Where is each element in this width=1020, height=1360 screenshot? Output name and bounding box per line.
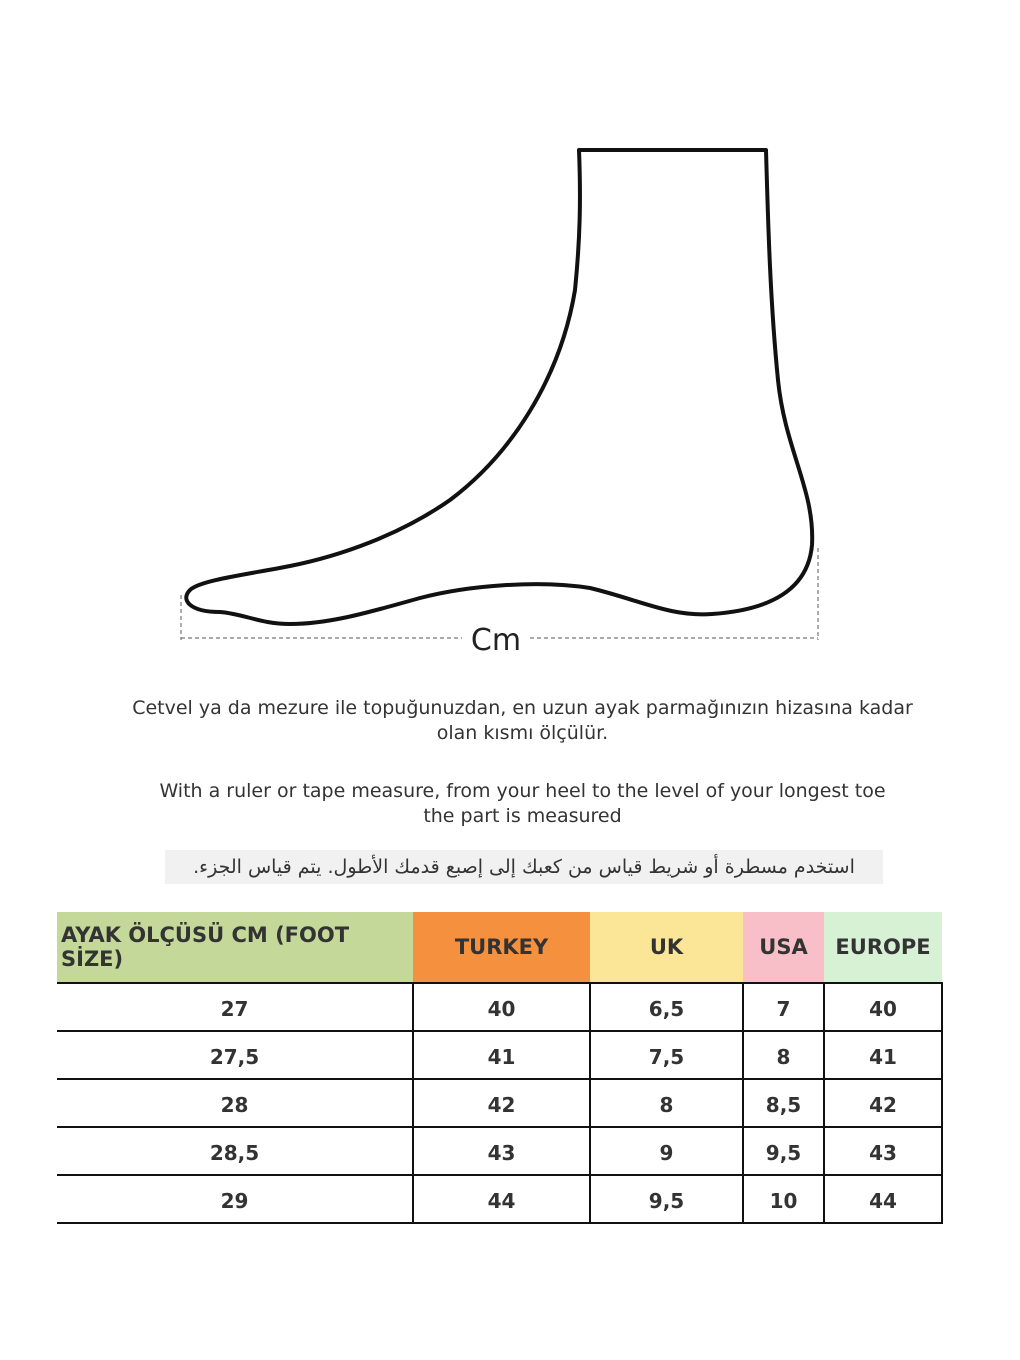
cell-europe: 41 [824,1031,942,1079]
cell-turkey: 40 [413,983,590,1031]
cell-uk: 6,5 [590,983,743,1031]
header-europe: EUROPE [824,912,942,983]
cell-usa: 8,5 [743,1079,824,1127]
cell-europe: 40 [824,983,942,1031]
table-row [57,983,942,1031]
cell-foot-size: 28,5 [57,1127,413,1175]
instruction-turkish [0,696,1020,746]
cell-usa: 10 [743,1175,824,1223]
cell-uk: 9,5 [590,1175,743,1223]
cell-europe: 42 [824,1079,942,1127]
cell-foot-size: 28 [57,1079,413,1127]
instruction-english-line-2: the part is measured [423,805,622,827]
header-turkey: TURKEY [413,912,590,983]
cell-foot-size: 27 [57,983,413,1031]
header-uk: UK [590,912,743,983]
size-chart-header-row [57,912,942,983]
cell-usa: 8 [743,1031,824,1079]
measure-label: Cm [470,623,522,658]
cell-turkey: 41 [413,1031,590,1079]
cell-foot-size: 27,5 [57,1031,413,1079]
instruction-arabic: استخدم مسطرة أو شريط قياس من كعبك إلى إصبع قدمك الأطول. يتم قياس الجزء. [165,850,883,884]
cell-usa: 9,5 [743,1127,824,1175]
cell-uk: 7,5 [590,1031,743,1079]
cell-turkey: 44 [413,1175,590,1223]
cell-turkey: 43 [413,1127,590,1175]
cell-uk: 9 [590,1127,743,1175]
cell-uk: 8 [590,1079,743,1127]
cell-turkey: 42 [413,1079,590,1127]
instruction-turkish-line-2: olan kısmı ölçülür. [436,722,609,744]
header-foot-size: AYAK ÖLÇÜSÜ CM (FOOT SİZE) [57,912,413,983]
instruction-english [0,779,1020,829]
table-row [57,1031,942,1079]
table-row [57,1079,942,1127]
cell-usa: 7 [743,983,824,1031]
cell-europe: 44 [824,1175,942,1223]
instruction-english-line-1: With a ruler or tape measure, from your heel to the level of your longest toe [159,780,886,802]
cell-foot-size: 29 [57,1175,413,1223]
instruction-turkish-line-1: Cetvel ya da mezure ile topuğunuzdan, en uzun ayak parmağınızın hizasına kadar [132,697,913,719]
table-row [57,1175,942,1223]
size-chart-table [57,912,943,1224]
table-row [57,1127,942,1175]
cell-europe: 43 [824,1127,942,1175]
foot-outline [186,150,812,624]
header-usa: USA [743,912,824,983]
